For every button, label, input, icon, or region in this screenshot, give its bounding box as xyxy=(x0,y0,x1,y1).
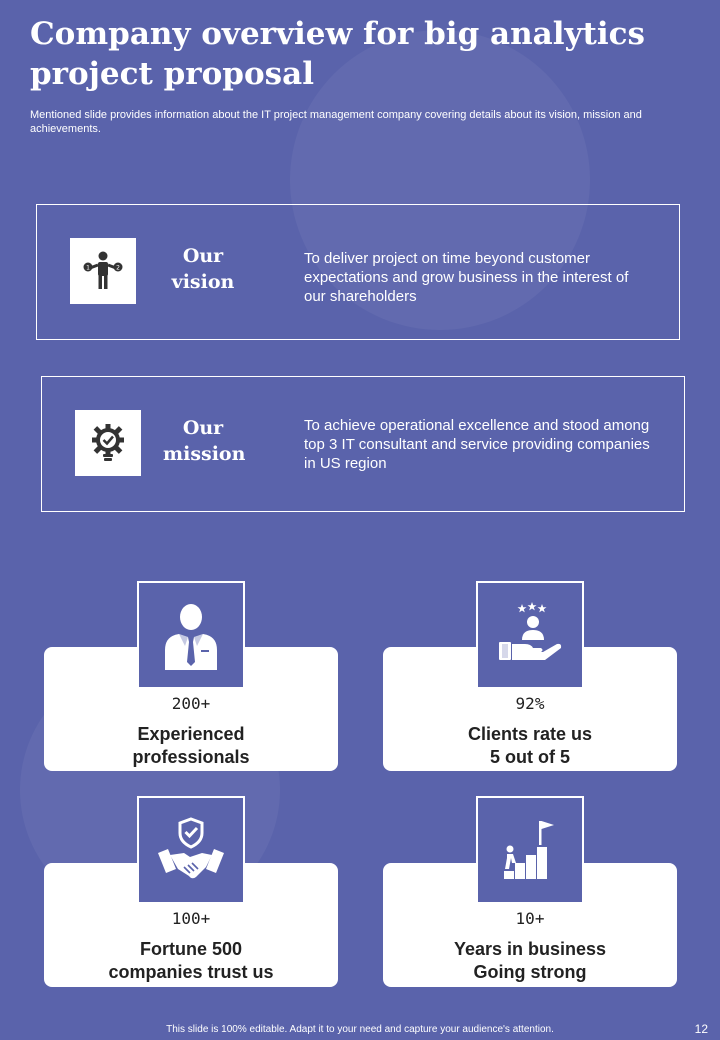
stat-label-line1: Experienced xyxy=(137,724,245,744)
stat-value: 10+ xyxy=(515,909,545,928)
stat-label-line2: 5 out of 5 xyxy=(490,747,570,767)
mission-heading-line2: mission xyxy=(163,443,246,465)
footer-note: This slide is 100% editable. Adapt it to your need and capture your audience's attention. xyxy=(166,1024,554,1035)
page-number: 12 xyxy=(694,1022,708,1036)
mission-heading-line1: Our xyxy=(182,417,224,439)
stat-icon-box-years xyxy=(476,796,584,904)
mission-text: To achieve operational excellence and stood among top 3 IT consultant and service providing companies in US region xyxy=(304,417,650,472)
stat-label-line2: companies trust us xyxy=(108,962,274,982)
stairs-flag-icon xyxy=(500,815,560,885)
stat-value: 100+ xyxy=(171,909,211,928)
vision-heading-line1: Our xyxy=(182,245,224,267)
handshake-shield-icon xyxy=(156,815,226,885)
page-subtitle: Mentioned slide provides information about the IT project management company covering details about its vision, mission and achievements. xyxy=(30,109,642,135)
stat-label-line2: professionals xyxy=(132,747,250,767)
stat-label xyxy=(44,723,338,769)
svg-text:2: 2 xyxy=(116,264,120,272)
vision-icon-box xyxy=(70,238,136,304)
balance-person-icon xyxy=(81,249,125,293)
businessman-icon xyxy=(161,600,221,670)
page-title: Company overview for big analytics project proposal xyxy=(30,16,645,92)
stat-label xyxy=(383,938,677,984)
hand-rating-icon xyxy=(495,600,565,670)
stat-label-line1: Years in business xyxy=(453,939,607,959)
stat-value: 92% xyxy=(515,694,545,713)
vision-panel xyxy=(36,204,680,340)
stat-icon-box-professionals xyxy=(137,581,245,689)
stat-label xyxy=(44,938,338,984)
stat-label-line1: Fortune 500 xyxy=(139,939,243,959)
stat-value: 200+ xyxy=(171,694,211,713)
mission-heading xyxy=(163,415,246,467)
stat-label xyxy=(383,723,677,769)
stat-label-line1: Clients rate us xyxy=(467,724,593,744)
vision-heading xyxy=(163,243,243,295)
gear-bulb-icon xyxy=(86,421,130,465)
mission-icon-box xyxy=(75,410,141,476)
stat-icon-box-fortune xyxy=(137,796,245,904)
stat-icon-box-ratings xyxy=(476,581,584,689)
vision-heading-line2: vision xyxy=(171,271,235,293)
svg-text:1: 1 xyxy=(86,264,90,272)
mission-panel xyxy=(41,376,685,512)
vision-text: To deliver project on time beyond customer expectations and grow business in the interest of our shareholders xyxy=(304,250,629,305)
stat-label-line2: Going strong xyxy=(473,962,587,982)
